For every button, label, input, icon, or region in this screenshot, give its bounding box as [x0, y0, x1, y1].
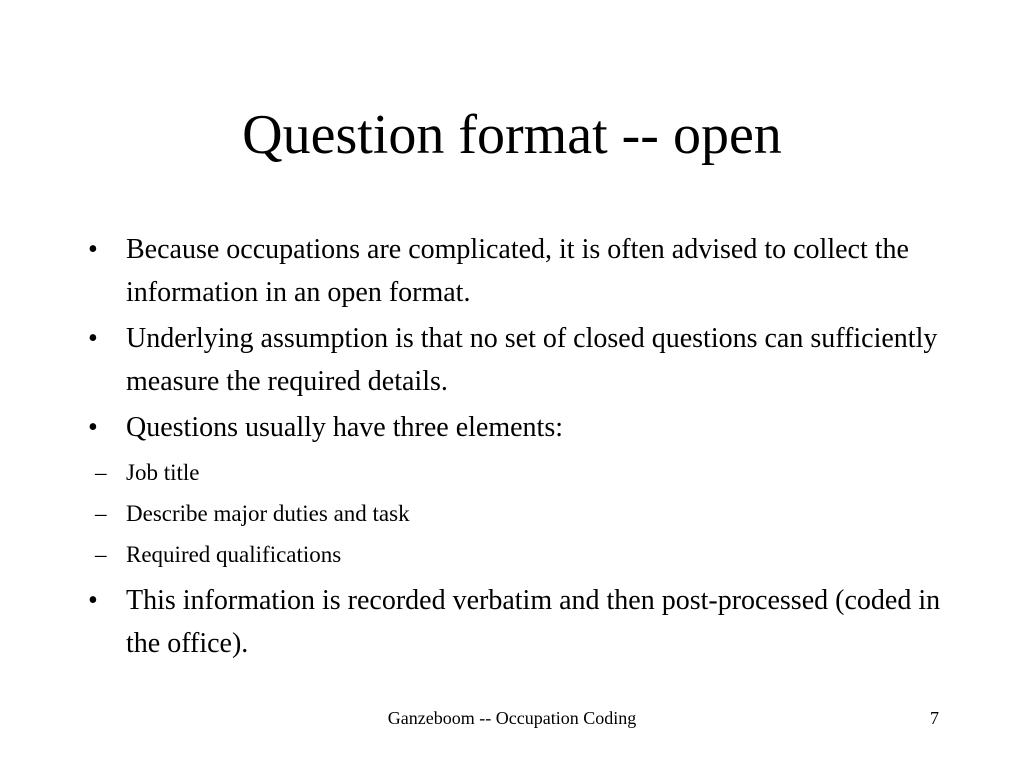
bullet-text: Because occupations are complicated, it is often advised to collect the information in an open format.	[126, 234, 909, 308]
bullet-mark: •	[88, 234, 98, 265]
bullet-mark: •	[88, 585, 98, 616]
sub-bullet-mark: –	[95, 501, 107, 526]
sub-bullet-text: Job title	[126, 460, 200, 485]
bullet-item	[82, 579, 952, 665]
bullet-text: Questions usually have three elements:	[126, 412, 563, 443]
bullet-text: Underlying assumption is that no set of closed questions can sufficiently measure the required details.	[126, 323, 938, 397]
slide-title: Question format -- open	[242, 104, 782, 166]
sub-bullet-list	[82, 452, 952, 575]
sub-bullet-group	[82, 452, 952, 575]
footer-text: Ganzeboom -- Occupation Coding	[387, 708, 637, 728]
bullet-item	[82, 228, 952, 314]
bullet-text: This information is recorded verbatim and then post-processed (coded in the office).	[126, 585, 941, 659]
sub-bullet-item	[82, 534, 952, 575]
sub-bullet-mark: –	[95, 460, 107, 485]
sub-bullet-text: Describe major duties and task	[126, 501, 410, 526]
sub-bullet-item	[82, 452, 952, 493]
bullet-mark: •	[88, 412, 98, 443]
sub-bullet-text: Required qualifications	[126, 542, 342, 567]
sub-bullet-mark: –	[95, 542, 107, 567]
bullet-item	[82, 406, 952, 449]
sub-bullet-item	[82, 493, 952, 534]
bullet-list	[82, 228, 952, 668]
page-number: 7	[930, 708, 939, 728]
bullet-item	[82, 317, 952, 403]
bullet-mark: •	[88, 323, 98, 354]
